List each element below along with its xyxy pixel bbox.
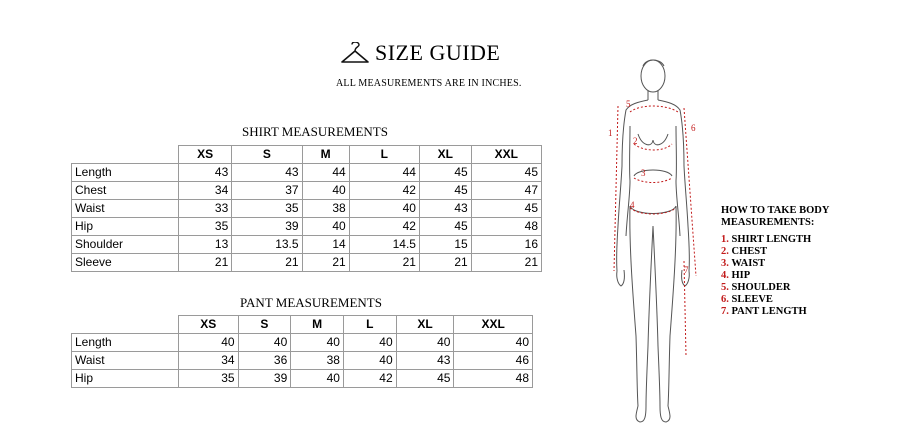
table-row <box>72 200 542 218</box>
table-row <box>72 370 533 388</box>
marker-sleeve: 6 <box>691 123 696 133</box>
measurement-cell: 47 <box>471 182 541 200</box>
size-header: S <box>232 146 302 164</box>
measurement-cell: 21 <box>471 254 541 272</box>
measurement-cell: 39 <box>238 370 291 388</box>
measurement-cell: 40 <box>454 334 533 352</box>
measurement-cell: 35 <box>232 200 302 218</box>
measurement-cell: 39 <box>232 218 302 236</box>
measurement-cell: 21 <box>232 254 302 272</box>
marker-waist: 3 <box>641 168 646 178</box>
row-label: Waist <box>72 200 179 218</box>
measurement-cell: 21 <box>302 254 349 272</box>
marker-shirt-length: 1 <box>608 128 613 138</box>
measurement-cell: 45 <box>419 164 471 182</box>
measurement-cell: 48 <box>454 370 533 388</box>
table-row <box>72 182 542 200</box>
measurement-cell: 40 <box>349 200 419 218</box>
size-header: XL <box>419 146 471 164</box>
size-header: XS <box>179 146 232 164</box>
measurement-cell: 35 <box>179 370 239 388</box>
table-row <box>72 254 542 272</box>
measurement-cell: 45 <box>471 200 541 218</box>
measurement-cell: 42 <box>343 370 396 388</box>
measurement-cell: 21 <box>179 254 232 272</box>
row-label: Length <box>72 334 179 352</box>
measurement-cell: 43 <box>179 164 232 182</box>
measurement-cell: 38 <box>291 352 344 370</box>
legend-item-number: 4. <box>721 270 729 281</box>
legend-item-text: SHIRT LENGTH <box>731 234 812 245</box>
legend-item-text: WAIST <box>731 258 766 269</box>
legend-item-text: SLEEVE <box>731 294 773 305</box>
measurement-cell: 45 <box>419 218 471 236</box>
measurement-cell: 45 <box>419 182 471 200</box>
measurement-cell: 34 <box>179 352 239 370</box>
legend-item <box>721 294 829 306</box>
table-row <box>72 352 533 370</box>
measurement-cell: 43 <box>396 352 454 370</box>
legend-item-text: SHOULDER <box>731 282 791 293</box>
legend-item <box>721 270 829 282</box>
legend-item <box>721 246 829 258</box>
corner-cell <box>72 316 179 334</box>
legend-item <box>721 234 829 246</box>
measurement-cell: 37 <box>232 182 302 200</box>
body-figure-illustration <box>600 56 700 428</box>
measurement-cell: 14.5 <box>349 236 419 254</box>
legend-item <box>721 306 829 318</box>
measurement-cell: 44 <box>349 164 419 182</box>
how-to-measure-legend <box>721 205 829 318</box>
table-row <box>72 236 542 254</box>
marker-hip: 4 <box>630 200 635 210</box>
measurement-cell: 40 <box>343 334 396 352</box>
measurement-cell: 40 <box>302 218 349 236</box>
marker-chest: 2 <box>633 136 638 146</box>
row-label: Shoulder <box>72 236 179 254</box>
measurement-cell: 40 <box>396 334 454 352</box>
shirt-table <box>71 145 542 272</box>
measurement-cell: 44 <box>302 164 349 182</box>
size-header: M <box>291 316 344 334</box>
size-header: XXL <box>471 146 541 164</box>
title-text: SIZE GUIDE <box>375 40 501 65</box>
measurement-cell: 16 <box>471 236 541 254</box>
measurement-cell: 15 <box>419 236 471 254</box>
row-label: Sleeve <box>72 254 179 272</box>
measurement-cell: 14 <box>302 236 349 254</box>
measurement-cell: 33 <box>179 200 232 218</box>
pant-header-row <box>72 316 533 334</box>
legend-heading <box>721 205 829 229</box>
page-title <box>341 38 500 68</box>
legend-item-number: 5. <box>721 282 729 293</box>
pant-caption: PANT MEASUREMENTS <box>240 295 382 310</box>
measurement-cell: 42 <box>349 218 419 236</box>
size-header: S <box>238 316 291 334</box>
size-header: M <box>302 146 349 164</box>
measurement-cell: 43 <box>419 200 471 218</box>
measurement-cell: 40 <box>291 334 344 352</box>
legend-list <box>721 234 829 318</box>
marker-pant-length: 7 <box>684 265 689 275</box>
legend-item-text: PANT LENGTH <box>731 306 807 317</box>
measurement-cell: 13 <box>179 236 232 254</box>
measurement-cell: 40 <box>238 334 291 352</box>
measurement-cell: 48 <box>471 218 541 236</box>
shirt-caption: SHIRT MEASUREMENTS <box>242 124 388 139</box>
legend-item-text: HIP <box>731 270 751 281</box>
measurement-cell: 40 <box>302 182 349 200</box>
legend-item <box>721 282 829 294</box>
marker-shoulder: 5 <box>626 99 631 109</box>
measurement-cell: 38 <box>302 200 349 218</box>
measurement-cell: 40 <box>291 370 344 388</box>
pant-table <box>71 315 533 388</box>
size-header: XXL <box>454 316 533 334</box>
row-label: Hip <box>72 370 179 388</box>
measurement-cell: 43 <box>232 164 302 182</box>
measurement-cell: 40 <box>343 352 396 370</box>
legend-heading-line2: MEASUREMENTS: <box>721 217 815 228</box>
table-row <box>72 164 542 182</box>
row-label: Waist <box>72 352 179 370</box>
measurement-cell: 36 <box>238 352 291 370</box>
row-label: Hip <box>72 218 179 236</box>
table-row <box>72 218 542 236</box>
measurement-cell: 42 <box>349 182 419 200</box>
measurement-cell: 13.5 <box>232 236 302 254</box>
size-header: XS <box>179 316 239 334</box>
measurement-cell: 40 <box>179 334 239 352</box>
corner-cell <box>72 146 179 164</box>
legend-item-number: 6. <box>721 294 729 305</box>
hanger-icon <box>341 42 369 64</box>
measurement-cell: 21 <box>349 254 419 272</box>
shirt-header-row <box>72 146 542 164</box>
measurement-cell: 45 <box>396 370 454 388</box>
measurement-cell: 34 <box>179 182 232 200</box>
legend-item-text: CHEST <box>731 246 768 257</box>
legend-item-number: 1. <box>721 234 729 245</box>
size-header: L <box>343 316 396 334</box>
legend-heading-line1: HOW TO TAKE BODY <box>721 205 830 216</box>
row-label: Chest <box>72 182 179 200</box>
subtitle: ALL MEASUREMENTS ARE IN INCHES. <box>336 78 522 89</box>
measurement-cell: 45 <box>471 164 541 182</box>
size-header: L <box>349 146 419 164</box>
measurement-cell: 21 <box>419 254 471 272</box>
legend-item <box>721 258 829 270</box>
size-header: XL <box>396 316 454 334</box>
legend-item-number: 3. <box>721 258 729 269</box>
legend-item-number: 7. <box>721 306 729 317</box>
measurement-cell: 35 <box>179 218 232 236</box>
table-row <box>72 334 533 352</box>
legend-item-number: 2. <box>721 246 729 257</box>
row-label: Length <box>72 164 179 182</box>
measurement-cell: 46 <box>454 352 533 370</box>
